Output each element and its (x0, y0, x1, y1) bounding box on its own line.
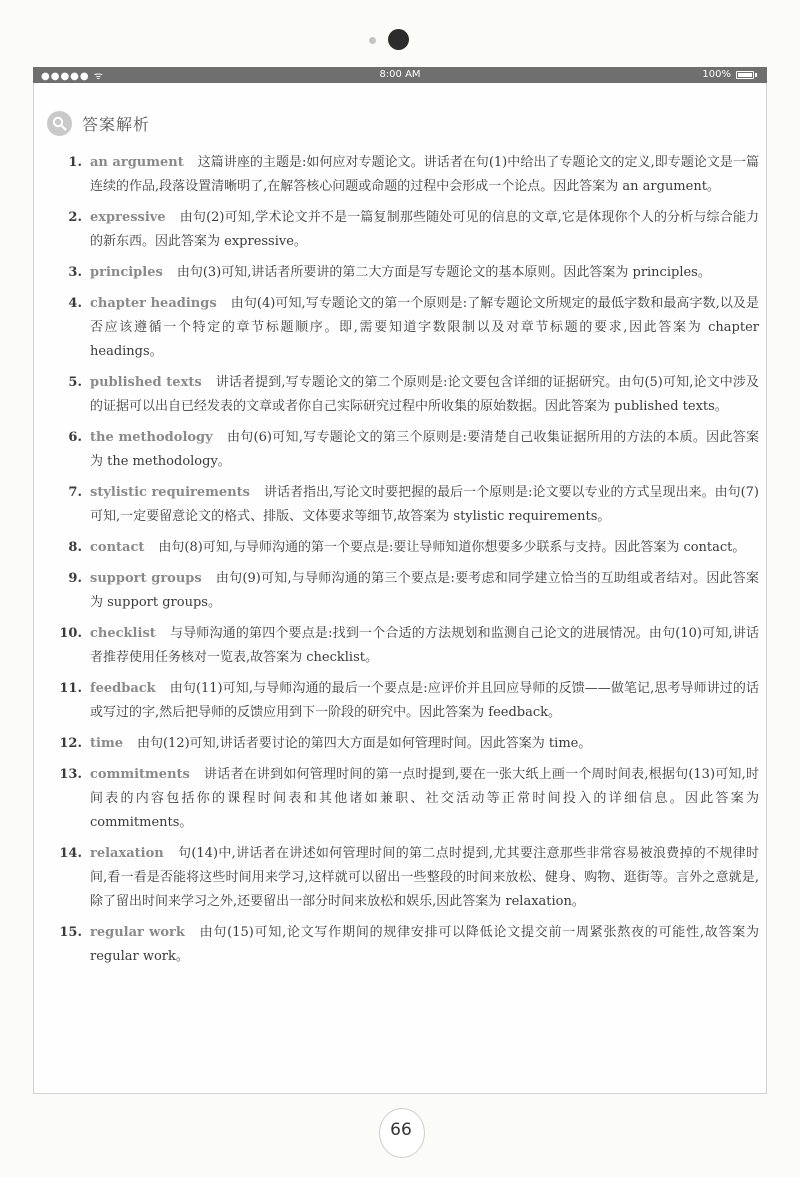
answer-number: 9. (68, 571, 82, 586)
tablet-bezel (0, 0, 800, 66)
answer-item (47, 567, 759, 615)
answer-keyword: published texts (90, 375, 202, 390)
answer-body (82, 677, 759, 725)
camera-dot (388, 29, 409, 50)
answer-keyword: expressive (90, 210, 166, 225)
answer-body (82, 536, 759, 560)
answer-item (47, 371, 759, 419)
page-footer (0, 1100, 800, 1170)
answer-number: 11. (59, 681, 82, 696)
answer-body (82, 921, 759, 969)
section-title: 答案解析 (82, 115, 151, 134)
answer-keyword: stylistic requirements (90, 485, 250, 500)
answer-keyword: relaxation (90, 846, 164, 861)
answer-body (82, 261, 759, 285)
answer-number: 15. (59, 925, 82, 940)
answer-explanation: 由句(12)可知,讲话者要讨论的第四大方面是如何管理时间。因此答案为 time。 (136, 736, 592, 751)
answer-item (47, 732, 759, 756)
answer-explanation: 由句(6)可知,写专题论文的第三个原则是:要清楚自己收集证据所用的方法的本质。因此答案为 the methodology。 (90, 430, 759, 469)
search-icon (47, 111, 72, 136)
answer-item (47, 481, 759, 529)
answer-item (47, 763, 759, 835)
battery-icon (736, 71, 754, 79)
answer-number: 10. (59, 626, 82, 641)
answer-item (47, 426, 759, 474)
answer-explanation: 由句(9)可知,与导师沟通的第三个要点是:要考虑和同学建立恰当的互助组或者结对。因此答案为 support groups。 (90, 571, 759, 610)
answer-number: 1. (68, 155, 82, 170)
answer-item (47, 261, 759, 285)
status-time: 8:00 AM (379, 69, 421, 80)
answer-keyword: regular work (90, 925, 185, 940)
answer-number: 2. (68, 210, 82, 225)
answer-body (82, 842, 759, 914)
answer-item (47, 206, 759, 254)
answer-number: 14. (59, 846, 82, 861)
answer-keyword: chapter headings (90, 296, 217, 311)
answer-explanation: 讲话者提到,写专题论文的第二个原则是:论文要包含详细的证据研究。由句(5)可知,论文中涉及的证据可以出自已经发表的文章或者你自己实际研究过程中所收集的原始数据。因此答案为 published texts。 (90, 375, 759, 414)
answer-explanation: 句(14)中,讲话者在讲述如何管理时间的第二点时提到,尤其要注意那些非常容易被浪费掉的不规律时间,看一看是否能将这些时间用来学习,这样就可以留出一些整段的时间来放松、健身、购物、逛街等。言外之意就是,除了留出时间来学习之外,还要留出一部分时间来放松和娱乐,因此答案为 relaxation。 (90, 846, 759, 909)
sensor-dot (369, 37, 376, 44)
answer-body (82, 292, 759, 364)
answer-keyword: support groups (90, 571, 202, 586)
answer-body (82, 426, 759, 474)
answer-explanation: 由句(15)可知,论文写作期间的规律安排可以降低论文提交前一周紧张熬夜的可能性,故答案为 regular work。 (90, 925, 760, 964)
battery-tip-icon (755, 73, 757, 77)
answer-number: 7. (68, 485, 82, 500)
answer-body (82, 206, 759, 254)
answer-explanation: 这篇讲座的主题是:如何应对专题论文。讲话者在句(1)中给出了专题论文的定义,即专题论文是一篇连续的作品,段落设置清晰明了,在解答核心问题或命题的过程中会形成一个论点。因此答案为 an argument。 (90, 155, 759, 194)
answer-list (47, 151, 759, 976)
answer-item (47, 151, 759, 199)
answer-keyword: the methodology (90, 430, 213, 445)
answer-item (47, 842, 759, 914)
answer-number: 8. (68, 540, 82, 555)
battery-indicator (702, 69, 757, 80)
answer-keyword: contact (90, 540, 145, 555)
answer-keyword: feedback (90, 681, 156, 696)
answer-item (47, 536, 759, 560)
answer-explanation: 由句(11)可知,与导师沟通的最后一个要点是:应评价并且回应导师的反馈——做笔记,思考导师讲过的话或写过的字,然后把导师的反馈应用到下一阶段的研究中。因此答案为 feedback。 (90, 681, 759, 720)
answer-explanation: 讲话者指出,写论文时要把握的最后一个原则是:论文要以专业的方式呈现出来。由句(7)可知,一定要留意论文的格式、排版、文体要求等细节,故答案为 stylistic requirements。 (90, 485, 759, 524)
answer-explanation: 由句(4)可知,写专题论文的第一个原则是:了解专题论文所规定的最低字数和最高字数,以及是否应该遵循一个特定的章节标题顺序。即,需要知道字数限制以及对章节标题的要求,因此答案为 chapter headings。 (90, 296, 759, 359)
answer-explanation: 由句(3)可知,讲话者所要讲的第二大方面是写专题论文的基本原则。因此答案为 principles。 (176, 265, 711, 280)
page-number: 66 (390, 1120, 412, 1140)
answer-item (47, 292, 759, 364)
answer-body (82, 732, 759, 756)
answer-keyword: time (90, 736, 123, 751)
answer-keyword: an argument (90, 155, 184, 170)
answer-explanation: 讲话者在讲到如何管理时间的第一点时提到,要在一张大纸上画一个周时间表,根据句(13)可知,时间表的内容包括你的课程时间表和其他诸如兼职、社交活动等正常时间投入的详细信息。因此答案为 commitments。 (90, 767, 759, 830)
answer-body (82, 567, 759, 615)
answer-body (82, 622, 759, 670)
battery-percent: 100% (702, 69, 731, 80)
answer-item (47, 677, 759, 725)
answer-body (82, 371, 759, 419)
status-bar (33, 67, 767, 83)
signal-indicator: ●●●●● ᯤ (41, 71, 104, 82)
section-header (47, 111, 150, 136)
answer-body (82, 763, 759, 835)
answer-number: 4. (68, 296, 82, 311)
answer-number: 13. (59, 767, 82, 782)
answer-body (82, 151, 759, 199)
answer-keyword: principles (90, 265, 163, 280)
answer-number: 6. (68, 430, 82, 445)
answer-keyword: commitments (90, 767, 190, 782)
answer-item (47, 921, 759, 969)
answer-item (47, 622, 759, 670)
answer-explanation: 与导师沟通的第四个要点是:找到一个合适的方法规划和监测自己论文的进展情况。由句(10)可知,讲话者推荐使用任务核对一览表,故答案为 checklist。 (90, 626, 759, 665)
content-screen (33, 83, 767, 1094)
answer-explanation: 由句(2)可知,学术论文并不是一篇复制那些随处可见的信息的文章,它是体现你个人的分析与综合能力的新东西。因此答案为 expressive。 (90, 210, 759, 249)
answer-number: 3. (68, 265, 82, 280)
answer-keyword: checklist (90, 626, 156, 641)
answer-body (82, 481, 759, 529)
answer-explanation: 由句(8)可知,与导师沟通的第一个要点是:要让导师知道你想要多少联系与支持。因此答案为 contact。 (158, 540, 746, 555)
answer-number: 5. (68, 375, 82, 390)
answer-number: 12. (59, 736, 82, 751)
